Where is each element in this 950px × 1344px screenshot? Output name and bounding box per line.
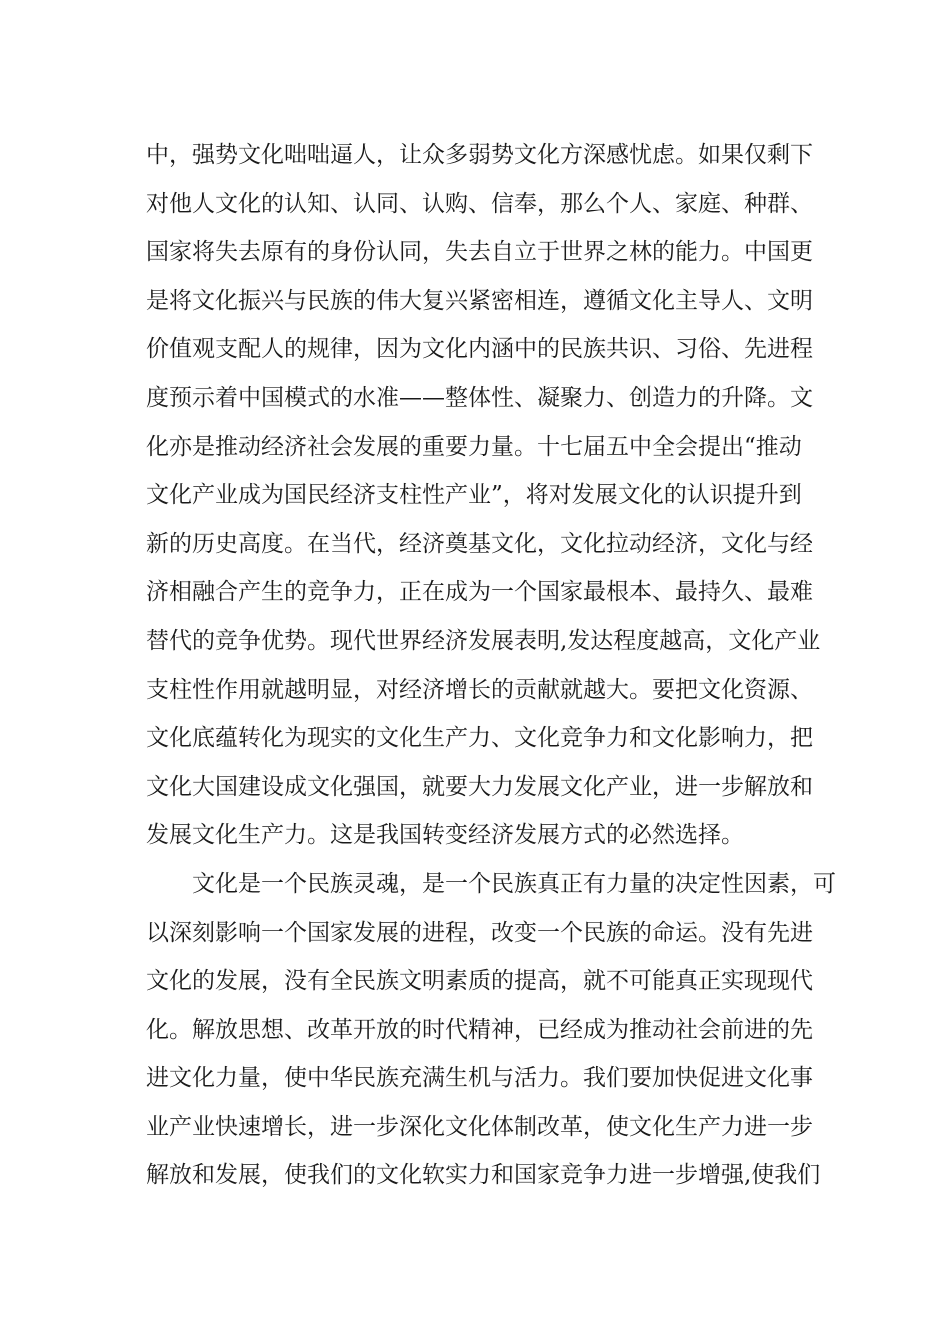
text-line: 化亦是推动经济社会发展的重要力量。十七届五中全会提出“推动 [146,433,802,460]
text-line: 替代的竞争优势。现代世界经济发展表明,发达程度越高，文化产业 [146,627,821,654]
text-line: 发展文化生产力。这是我国转变经济发展方式的必然选择。 [146,822,744,849]
text-line: 是将文化振兴与民族的伟大复兴紧密相连，遵循文化主导人、文明 [146,287,813,314]
text-line: 业产业快速增长，进一步深化文化体制改革，使文化生产力进一步 [146,1113,813,1140]
text-line: 进文化力量，使中华民族充满生机与活力。我们要加快促进文化事 [146,1065,813,1092]
text-line: 国家将失去原有的身份认同，失去自立于世界之林的能力。中国更 [146,239,813,266]
body-text [146,131,836,1200]
paragraph-1 [146,131,821,860]
text-line: 文化大国建设成文化强国，就要大力发展文化产业，进一步解放和 [146,773,813,800]
text-line: 文化的发展，没有全民族文明素质的提高，就不可能真正实现现代 [146,968,813,995]
text-line: 支柱性作用就越明显，对经济增长的贡献就越大。要把文化资源、 [146,676,813,703]
text-line: 价值观支配人的规律，因为文化内涵中的民族共识、习俗、先进程 [146,336,813,363]
paragraph-2 [146,860,836,1200]
text-line: 化。解放思想、改革开放的时代精神，已经成为推动社会前进的先 [146,1016,813,1043]
text-line: 文化产业成为国民经济支柱性产业”，将对发展文化的认识提升到 [146,482,802,509]
text-line: 对他人文化的认知、认同、认购、信奉，那么个人、家庭、种群、 [146,190,813,217]
text-line: 度预示着中国模式的水准——整体性、凝聚力、创造力的升降。文 [146,384,813,411]
text-line: 济相融合产生的竞争力，正在成为一个国家最根本、最持久、最难 [146,579,813,606]
text-line: 解放和发展，使我们的文化软实力和国家竞争力进一步增强,使我们 [146,1162,821,1189]
text-line: 以深刻影响一个国家发展的进程，改变一个民族的命运。没有先进 [146,919,813,946]
text-line: 文化底蕴转化为现实的文化生产力、文化竞争力和文化影响力，把 [146,725,813,752]
text-line: 文化是一个民族灵魂，是一个民族真正有力量的决定性因素，可 [192,870,836,897]
text-line: 新的历史高度。在当代，经济奠基文化，文化拉动经济，文化与经 [146,530,813,557]
text-line: 中，强势文化咄咄逼人，让众多弱势文化方深感忧虑。如果仅剩下 [146,142,813,168]
